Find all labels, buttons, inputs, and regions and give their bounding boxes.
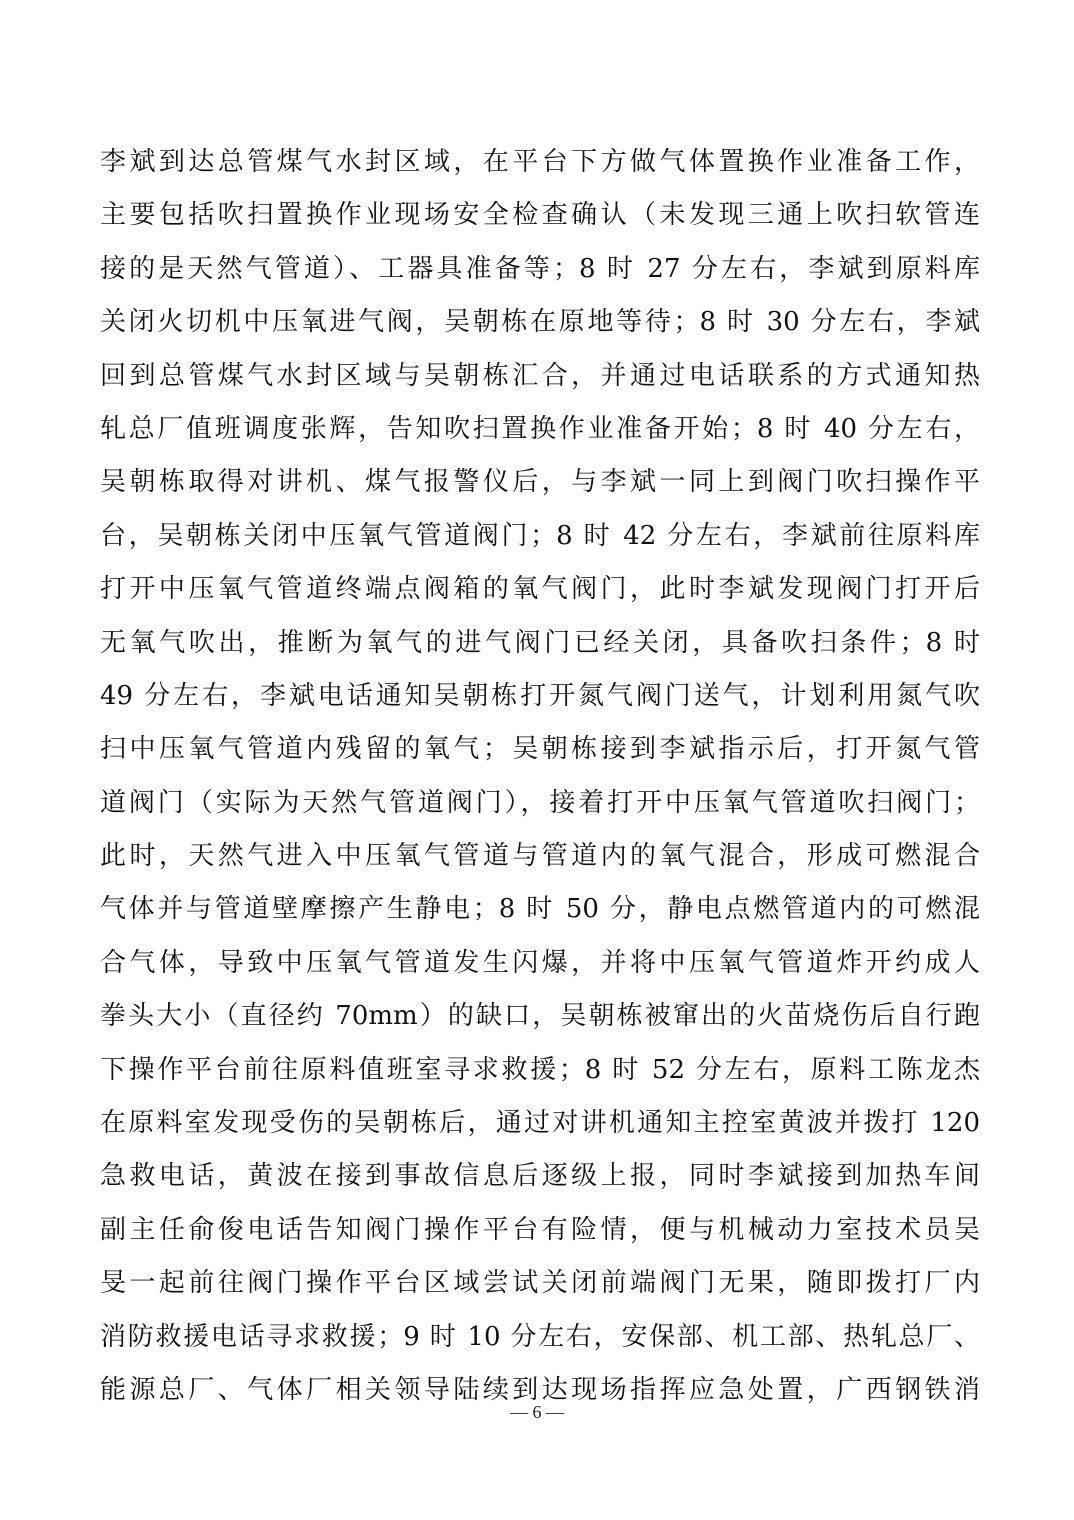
text-line: 副主任俞俊电话告知阀门操作平台有险情，便与机械动力室技术员吴 (100, 1214, 980, 1245)
text-line: 旻一起前往阀门操作平台区域尝试关闭前端阀门无果，随即拨打厂内 (100, 1268, 980, 1299)
text-line: 49 分左右，李斌电话通知吴朝栋打开氮气阀门送气，计划利用氮气吹 (100, 680, 980, 711)
text-line: 回到总管煤气水封区域与吴朝栋汇合，并通过电话联系的方式通知热 (100, 360, 980, 391)
text-line: 台，吴朝栋关闭中压氧气管道阀门；8 时 42 分左右，李斌前往原料库 (100, 520, 980, 551)
page-number: — 6 — (510, 1402, 564, 1422)
text-line: 急救电话，黄波在接到事故信息后逐级上报，同时李斌接到加热车间 (100, 1161, 980, 1192)
text-line: 吴朝栋取得对讲机、煤气报警仪后，与李斌一同上到阀门吹扫操作平 (100, 467, 980, 498)
text-line: 气体并与管道壁摩擦产生静电；8 时 50 分，静电点燃管道内的可燃混 (100, 894, 980, 925)
body-text (100, 136, 980, 1417)
text-line: 接的是天然气管道）、工器具准备等；8 时 27 分左右，李斌到原料库 (100, 253, 980, 284)
text-line: 轧总厂值班调度张辉，告知吹扫置换作业准备开始；8 时 40 分左右， (100, 413, 980, 444)
text-line: 打开中压氧气管道终端点阀箱的氧气阀门，此时李斌发现阀门打开后 (100, 574, 980, 605)
text-line: 李斌到达总管煤气水封区域，在平台下方做气体置换作业准备工作， (100, 147, 980, 177)
text-line: 主要包括吹扫置换作业现场安全检查确认（未发现三通上吹扫软管连 (100, 200, 980, 231)
text-line: 扫中压氧气管道内残留的氧气；吴朝栋接到李斌指示后，打开氮气管 (100, 734, 980, 765)
text-line: 下操作平台前往原料值班室寻求救援；8 时 52 分左右，原料工陈龙杰 (100, 1054, 980, 1085)
text-line: 关闭火切机中压氧进气阀，吴朝栋在原地等待；8 时 30 分左右，李斌 (100, 307, 980, 338)
text-line: 能源总厂、气体厂相关领导陆续到达现场指挥应急处置，广西钢铁消 (100, 1374, 980, 1405)
text-line: 此时，天然气进入中压氧气管道与管道内的氧气混合，形成可燃混合 (100, 841, 980, 872)
text-line: 合气体，导致中压氧气管道发生闪爆，并将中压氧气管道炸开约成人 (100, 947, 980, 978)
text-line: 消防救援电话寻求救援；9 时 10 分左右，安保部、机工部、热轧总厂、 (100, 1321, 980, 1352)
text-line: 拳头大小（直径约 70mm）的缺口，吴朝栋被窜出的火苗烧伤后自行跑 (100, 1001, 980, 1032)
text-line: 无氧气吹出，推断为氧气的进气阀门已经关闭，具备吹扫条件；8 时 (100, 627, 980, 658)
text-line: 在原料室发现受伤的吴朝栋后，通过对讲机通知主控室黄波并拨打 120 (100, 1108, 980, 1139)
text-line: 道阀门（实际为天然气管道阀门），接着打开中压氧气管道吹扫阀门； (100, 787, 980, 818)
